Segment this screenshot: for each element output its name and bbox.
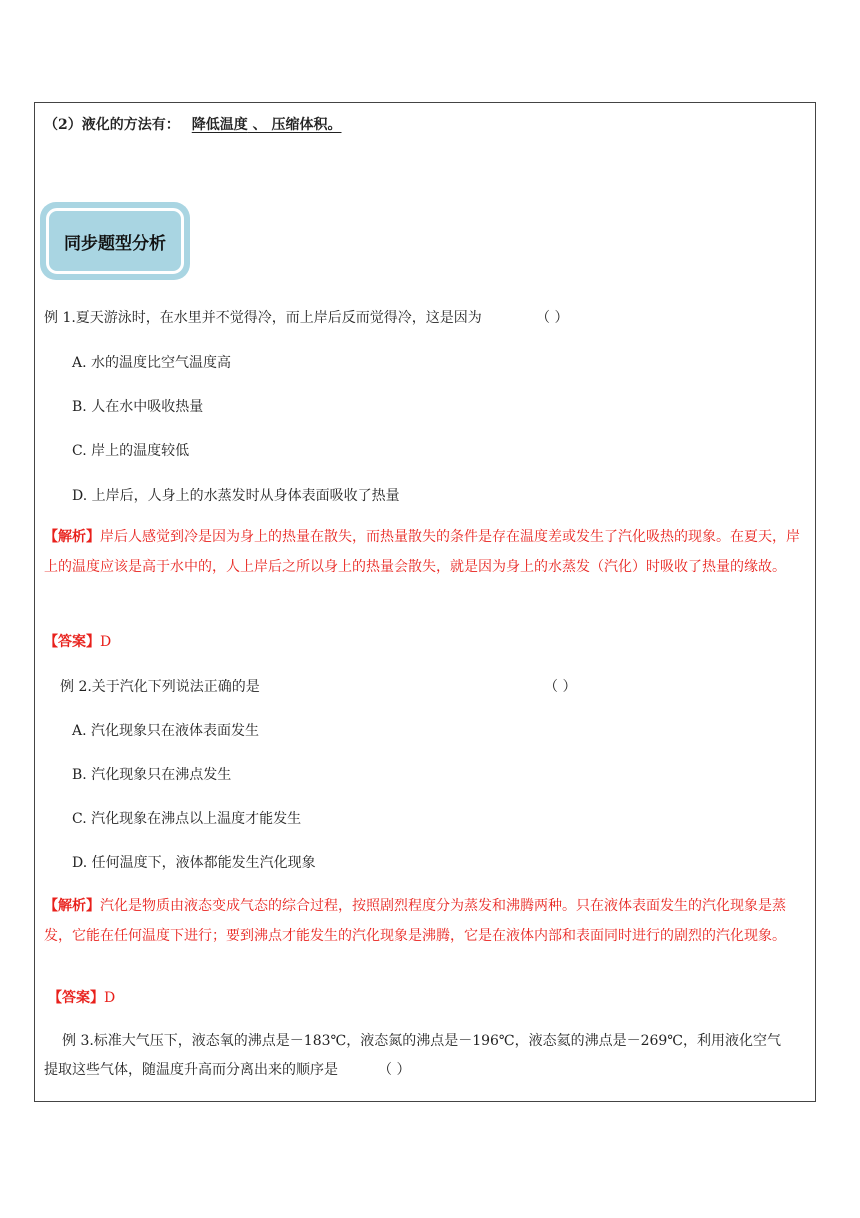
liquefaction-separator: 、 — [247, 117, 272, 133]
example1-analysis — [44, 522, 810, 582]
section-badge — [40, 202, 190, 280]
example1-analysis-text: 岸后人感觉到冷是因为身上的热量在散失，而热量散失的条件是存在温度差或发生了汽化吸热的现象。在夏天，岸上的温度应该是高于水中的，人上岸后之所以身上的热量会散失，就是因为身上的水蒸发（汽化）时吸收了热量的缘故。 — [44, 529, 800, 575]
example2-option-a: A. 汽化现象只在液体表面发生 — [72, 723, 260, 739]
example3-line1: 例 3.标准大气压下，液态氧的沸点是－183℃，液态氮的沸点是－196℃，液态氦的沸点是－269℃，利用液化空气 — [62, 1033, 781, 1049]
example2-answer-value: D — [104, 990, 116, 1006]
liquefaction-method-1: 降低温度 — [191, 117, 248, 133]
example1-option-d: D. 上岸后，人身上的水蒸发时从身体表面吸收了热量 — [72, 488, 400, 504]
example1-question: 例 1.夏天游泳时，在水里并不觉得冷，而上岸后反而觉得冷，这是因为 — [44, 310, 482, 326]
liquefaction-prefix: （2）液化的方法有： — [44, 117, 180, 133]
liquefaction-line — [44, 114, 342, 134]
example2-analysis — [44, 891, 810, 951]
example3-bracket: （ ） — [378, 1062, 411, 1078]
example1-analysis-label: 【解析】 — [44, 529, 100, 545]
example3-line2: 提取这些气体，随温度升高而分离出来的顺序是 — [44, 1062, 338, 1078]
example1-bracket: （ ） — [536, 310, 569, 326]
example2-answer — [48, 987, 115, 1007]
example2-analysis-text: 汽化是物质由液态变成气态的综合过程，按照剧烈程度分为蒸发和沸腾两种。只在液体表面发生的汽化现象是蒸发，它能在任何温度下进行；要到沸点才能发生的汽化现象是沸腾，它是在液体内部和表面同时进行的剧烈的汽化现象。 — [44, 898, 786, 944]
example1-answer — [44, 631, 111, 651]
example2-option-b: B. 汽化现象只在沸点发生 — [72, 767, 232, 783]
section-badge-label: 同步题型分析 — [46, 208, 184, 274]
example1-option-a: A. 水的温度比空气温度高 — [72, 355, 232, 371]
example2-question: 例 2.关于汽化下列说法正确的是 — [60, 679, 260, 695]
example2-analysis-label: 【解析】 — [44, 898, 100, 914]
example2-bracket: （ ） — [544, 679, 577, 695]
example2-option-c: C. 汽化现象在沸点以上温度才能发生 — [72, 811, 302, 827]
example1-answer-label: 【答案】 — [44, 634, 100, 650]
example1-answer-value: D — [100, 634, 112, 650]
liquefaction-method-2: 压缩体积。 — [271, 117, 342, 133]
example1-option-b: B. 人在水中吸收热量 — [72, 399, 204, 415]
example2-answer-label: 【答案】 — [48, 990, 104, 1006]
example1-option-c: C. 岸上的温度较低 — [72, 443, 190, 459]
example2-option-d: D. 任何温度下，液体都能发生汽化现象 — [72, 855, 316, 871]
